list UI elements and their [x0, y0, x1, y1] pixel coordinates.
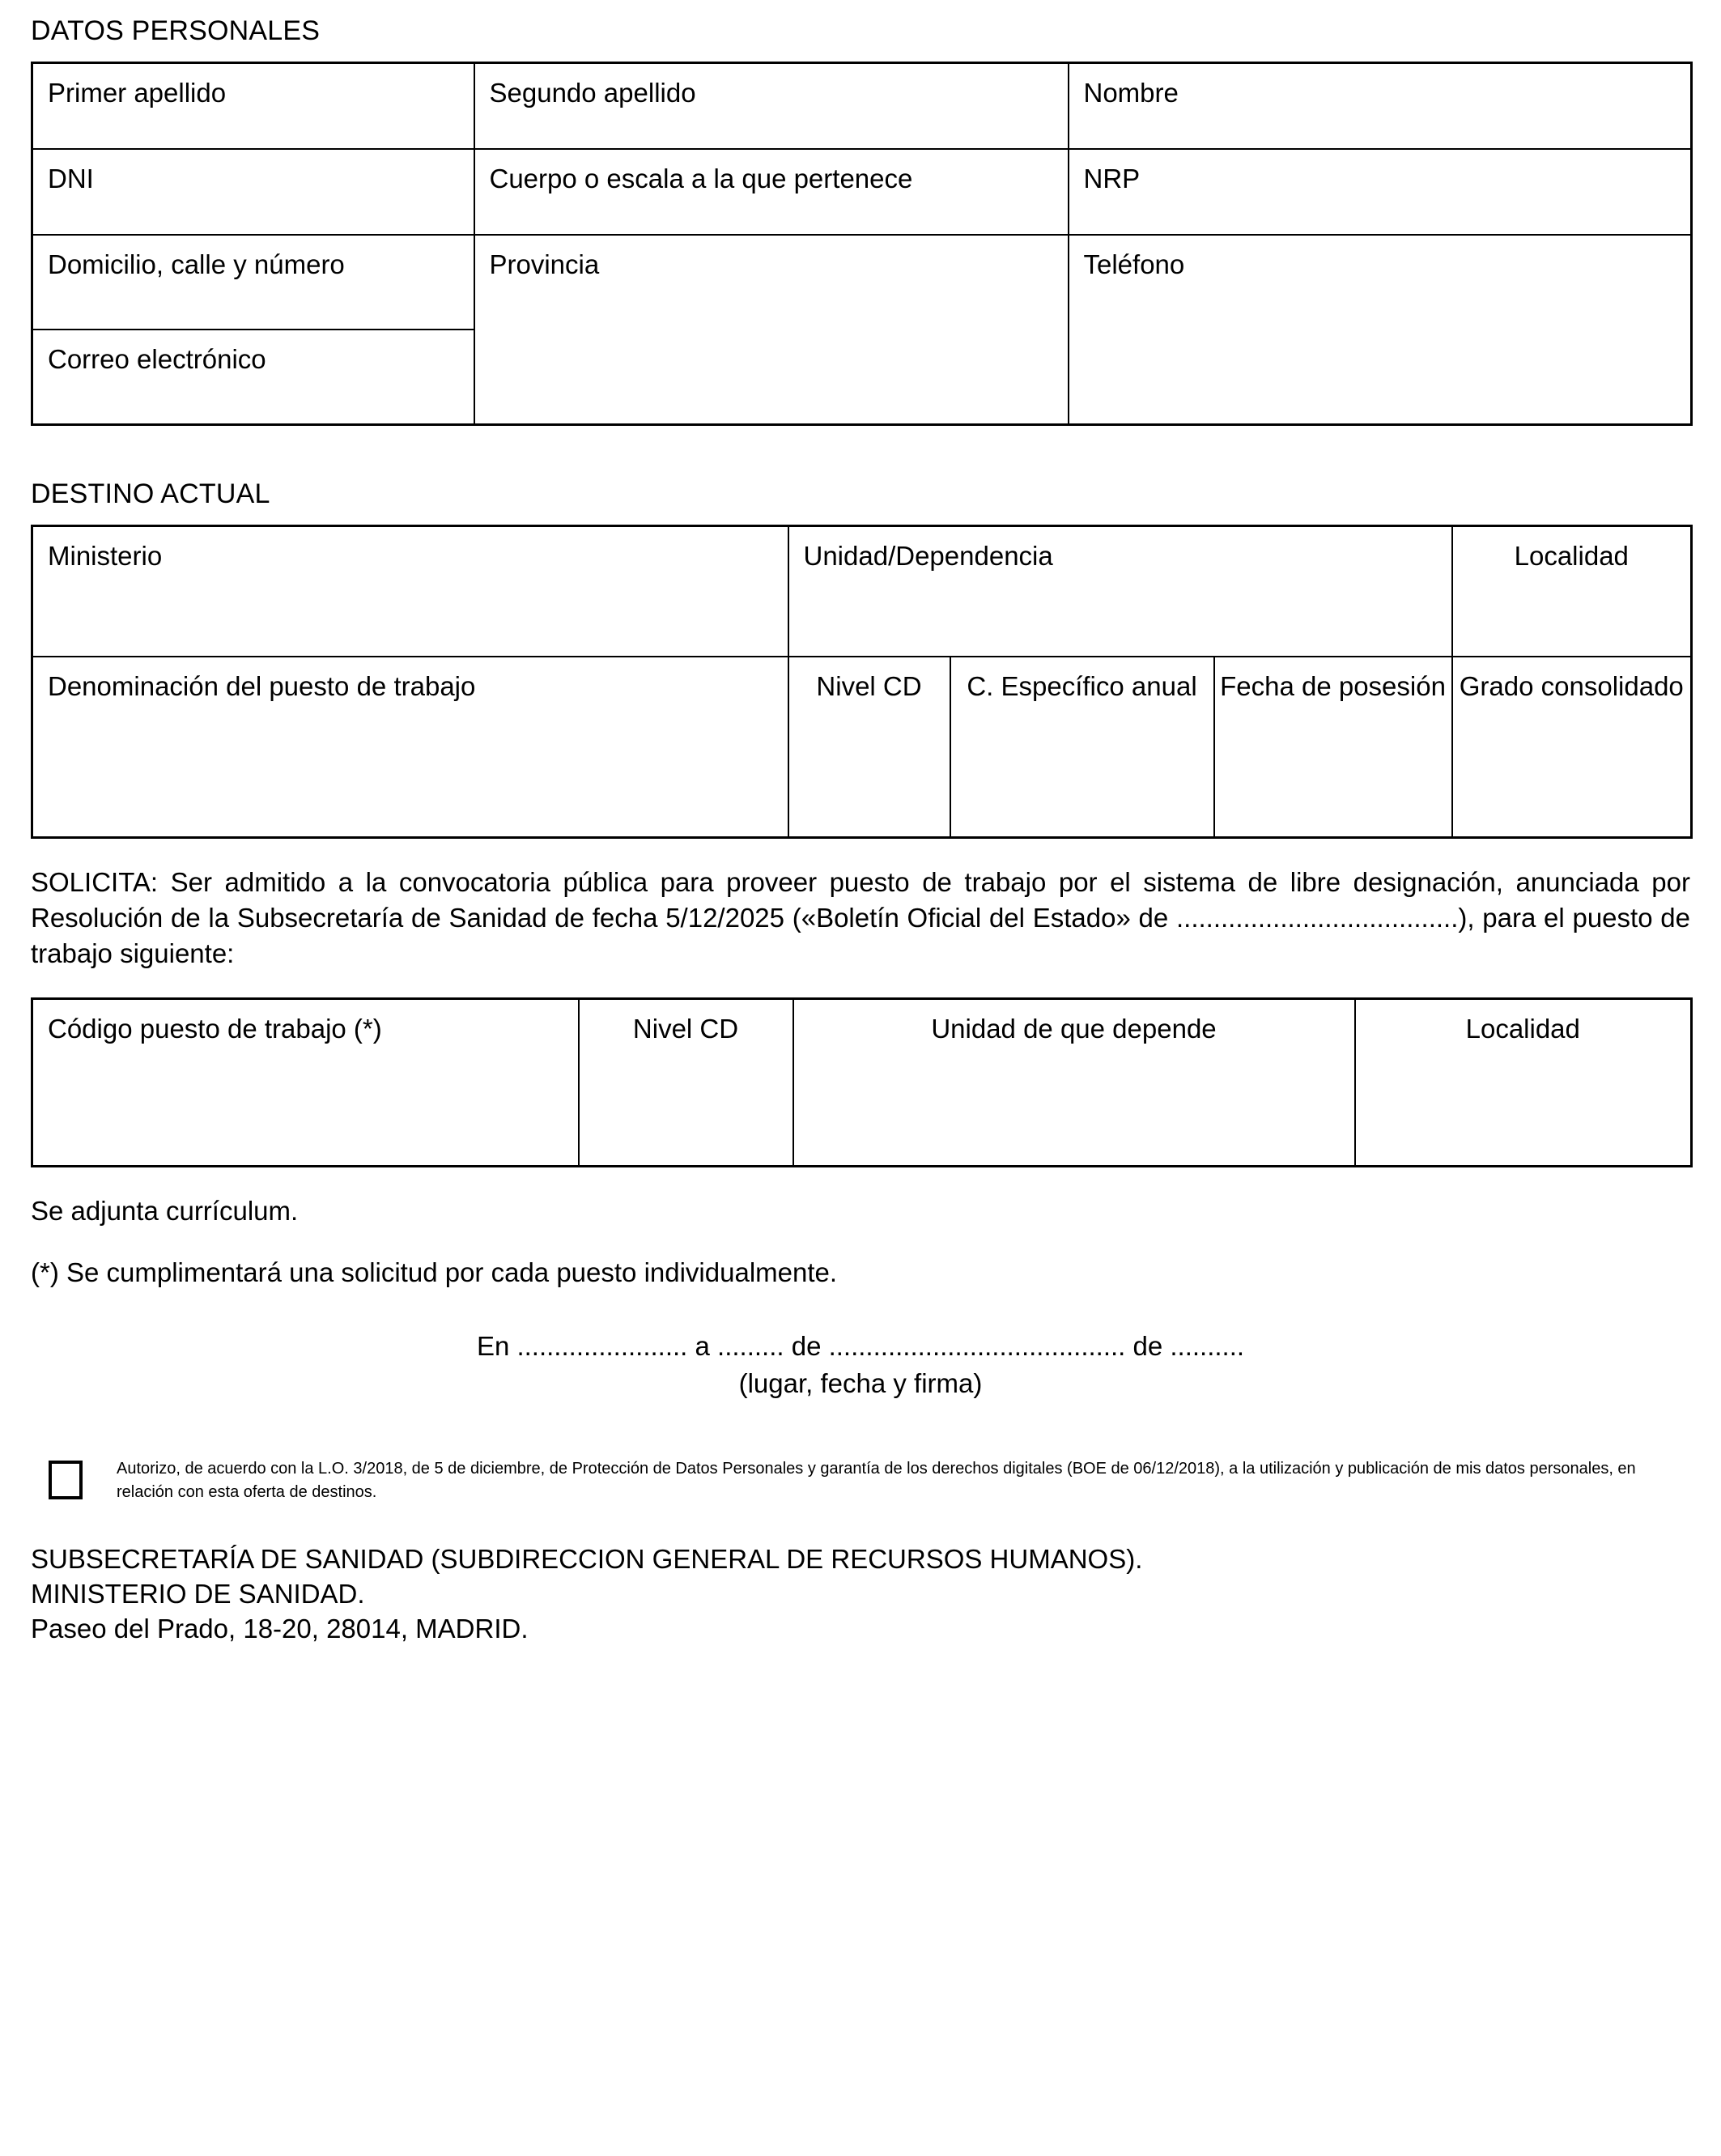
firma-linea[interactable]: En ....................... a ......... de ........................................ de .......... [476, 1331, 1245, 1361]
field-localidad-puesto[interactable]: Localidad [1355, 999, 1692, 1167]
field-ministerio[interactable]: Ministerio [32, 526, 788, 657]
field-nombre[interactable]: Nombre [1069, 63, 1692, 150]
field-domicilio[interactable]: Domicilio, calle y número [32, 235, 474, 330]
table-puesto-solicitado [31, 997, 1693, 1167]
destinatario-block [31, 1542, 1690, 1646]
table-row [32, 235, 1692, 330]
field-primer-apellido[interactable]: Primer apellido [32, 63, 474, 150]
consent-checkbox[interactable] [49, 1461, 83, 1499]
destinatario-linea-2: MINISTERIO DE SANIDAD. [31, 1579, 365, 1609]
field-provincia[interactable]: Provincia [474, 235, 1069, 425]
field-dni[interactable]: DNI [32, 149, 474, 235]
field-localidad-destino[interactable]: Localidad [1452, 526, 1692, 657]
field-nivel-cd-puesto[interactable]: Nivel CD [579, 999, 793, 1167]
section-heading-destino-actual: DESTINO ACTUAL [31, 478, 270, 509]
field-codigo-puesto[interactable]: Código puesto de trabajo (*) [32, 999, 579, 1167]
field-denominacion-puesto[interactable]: Denominación del puesto de trabajo [32, 657, 788, 838]
field-c-especifico-anual[interactable]: C. Específico anual [950, 657, 1214, 838]
firma-leyenda: (lugar, fecha y firma) [738, 1368, 983, 1398]
field-unidad-dependencia[interactable]: Unidad/Dependencia [788, 526, 1452, 657]
field-correo-electronico[interactable]: Correo electrónico [32, 330, 474, 425]
spacer [31, 426, 1690, 463]
table-row [32, 526, 1692, 657]
field-cuerpo-escala[interactable]: Cuerpo o escala a la que pertenece [474, 149, 1069, 235]
field-telefono[interactable]: Teléfono [1069, 235, 1692, 425]
spacer [31, 1167, 1690, 1193]
spacer [31, 1291, 1690, 1328]
spacer [31, 839, 1690, 865]
table-datos-personales [31, 62, 1693, 426]
field-fecha-posesion[interactable]: Fecha de posesión [1214, 657, 1452, 838]
field-nrp[interactable]: NRP [1069, 149, 1692, 235]
field-unidad-depende[interactable]: Unidad de que depende [793, 999, 1355, 1167]
spacer [31, 1504, 1690, 1542]
spacer [31, 1402, 1690, 1439]
consent-text: Autorizo, de acuerdo con la L.O. 3/2018, de 5 de diciembre, de Protección de Datos Personales y garantía de los derechos digitales (BOE de 06/12/2018), a la utilización y publicación de mis datos personales, en relación con esta oferta de destinos. [117, 1460, 1636, 1501]
spacer [31, 1229, 1690, 1255]
field-grado-consolidado[interactable]: Grado consolidado [1452, 657, 1692, 838]
table-row [32, 63, 1692, 150]
consent-block [31, 1457, 1690, 1504]
firma-block [31, 1328, 1690, 1402]
table-row [32, 999, 1692, 1167]
field-segundo-apellido[interactable]: Segundo apellido [474, 63, 1069, 150]
spacer [31, 972, 1690, 997]
destinatario-linea-1: SUBSECRETARÍA DE SANIDAD (SUBDIRECCION GENERAL DE RECURSOS HUMANOS). [31, 1544, 1143, 1574]
nota-asterisco: (*) Se cumplimentará una solicitud por cada puesto individualmente. [31, 1257, 838, 1287]
section-heading-datos-personales: DATOS PERSONALES [31, 15, 321, 46]
field-nivel-cd-destino[interactable]: Nivel CD [788, 657, 950, 838]
table-row [32, 149, 1692, 235]
table-row [32, 657, 1692, 838]
nota-curriculum: Se adjunta currículum. [31, 1196, 299, 1226]
solicita-paragraph: SOLICITA: Ser admitido a la convocatoria pública para proveer puesto de trabajo por el sistema de libre designación, anunciada por Resolución de la Subsecretaría de Sanidad de fecha 5/12/2025 («Boletín Oficial del Estado» de ......................................), para el puesto de trabajo siguiente: [31, 867, 1690, 968]
table-destino-actual [31, 525, 1693, 839]
destinatario-linea-3: Paseo del Prado, 18-20, 28014, MADRID. [31, 1614, 529, 1644]
spacer [31, 1439, 1690, 1457]
